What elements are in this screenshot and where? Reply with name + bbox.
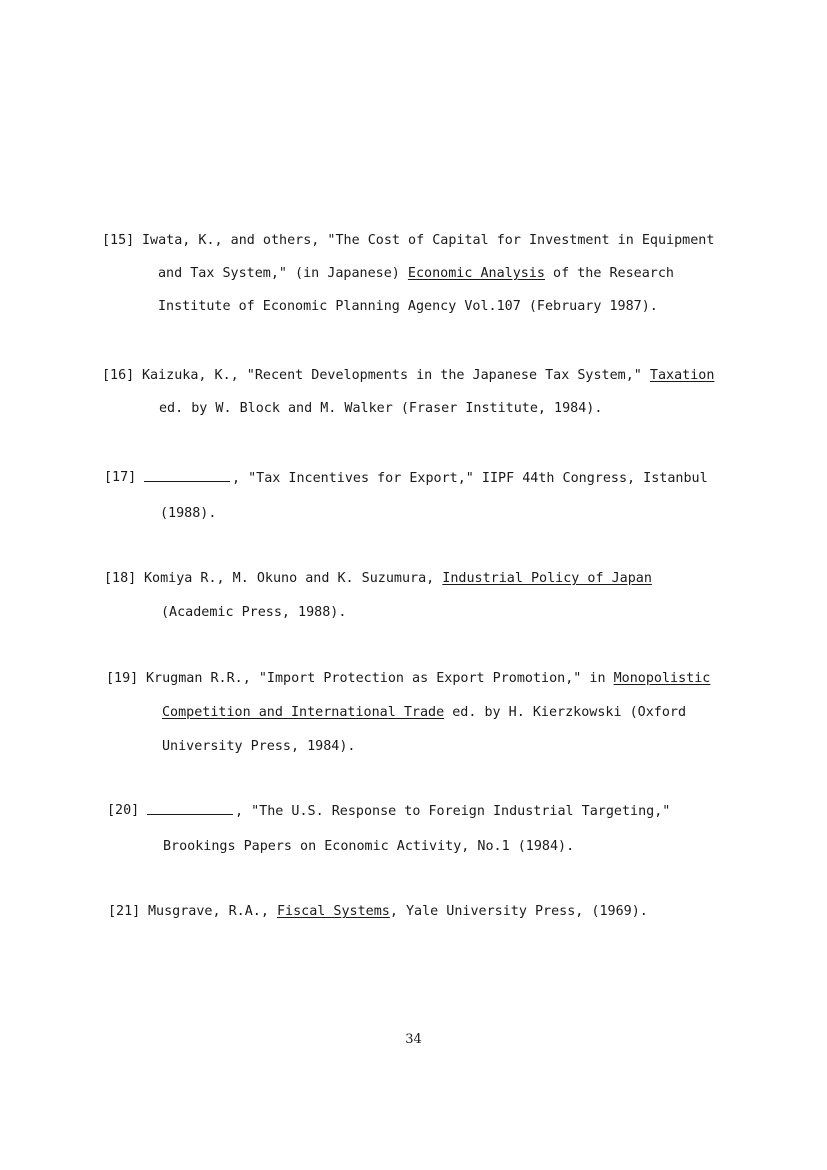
reference-text: Krugman R.R., "Import Protection as Export Promotion," in [146, 671, 614, 686]
reference-text: ed. by W. Block and M. Walker (Fraser Institute, 1984). [159, 401, 603, 416]
reference-number: [17] [104, 470, 137, 485]
ditto-blank-line [147, 802, 233, 815]
page-number: 34 [405, 1032, 422, 1047]
reference-text: Kaizuka, K., "Recent Developments in the Japanese Tax System," [142, 368, 650, 383]
reference-number: [21] [108, 904, 141, 919]
reference-title-underlined: Competition and International Trade [162, 705, 445, 720]
reference-text: Musgrave, R.A., [148, 904, 277, 919]
reference-title-underlined: Industrial Policy of Japan [442, 571, 652, 586]
reference-text: , "Tax Incentives for Export," IIPF 44th Congress, Istanbul [232, 471, 708, 486]
reference-text: University Press, 1984). [162, 739, 356, 754]
reference-text: Iwata, K., and others, "The Cost of Capital for Investment in Equipment [142, 233, 715, 248]
reference-line [144, 570, 652, 588]
reference-line [147, 802, 670, 821]
reference-line [144, 469, 708, 488]
reference-title-underlined: Fiscal Systems [277, 904, 390, 919]
reference-line [159, 400, 602, 418]
reference-line [142, 232, 714, 250]
reference-title-underlined: Economic Analysis [407, 266, 545, 281]
reference-text: Brookings Papers on Economic Activity, No.1 (1984). [163, 839, 575, 854]
reference-line [158, 265, 674, 283]
reference-number: [16] [102, 368, 135, 383]
reference-line [160, 505, 216, 523]
reference-line [162, 738, 355, 756]
reference-number: [20] [107, 803, 140, 818]
reference-text: (Academic Press, 1988). [161, 605, 347, 620]
reference-title-underlined: Monopolistic [613, 671, 711, 686]
reference-number: [18] [104, 571, 137, 586]
reference-text: (1988). [160, 506, 217, 521]
reference-line [146, 670, 710, 688]
reference-number: [19] [106, 671, 139, 686]
reference-text: ed. by H. Kierzkowski (Oxford [444, 705, 687, 720]
reference-text: of the Research [544, 266, 674, 281]
reference-line [158, 298, 658, 316]
reference-text: Institute of Economic Planning Agency Vol.107 (February 1987). [158, 299, 658, 314]
reference-text: , "The U.S. Response to Foreign Industrial Targeting," [235, 804, 671, 819]
reference-line [148, 903, 648, 921]
reference-line [162, 704, 686, 722]
reference-number: [15] [102, 233, 135, 248]
reference-text: Komiya R., M. Okuno and K. Suzumura, [144, 571, 443, 586]
ditto-blank-line [144, 469, 230, 482]
reference-text: , Yale University Press, (1969). [389, 904, 648, 919]
reference-line [161, 604, 346, 622]
reference-title-underlined: Taxation [649, 368, 715, 383]
reference-line [142, 367, 714, 385]
reference-text: and Tax System," (in Japanese) [158, 266, 408, 281]
reference-line [163, 838, 574, 856]
